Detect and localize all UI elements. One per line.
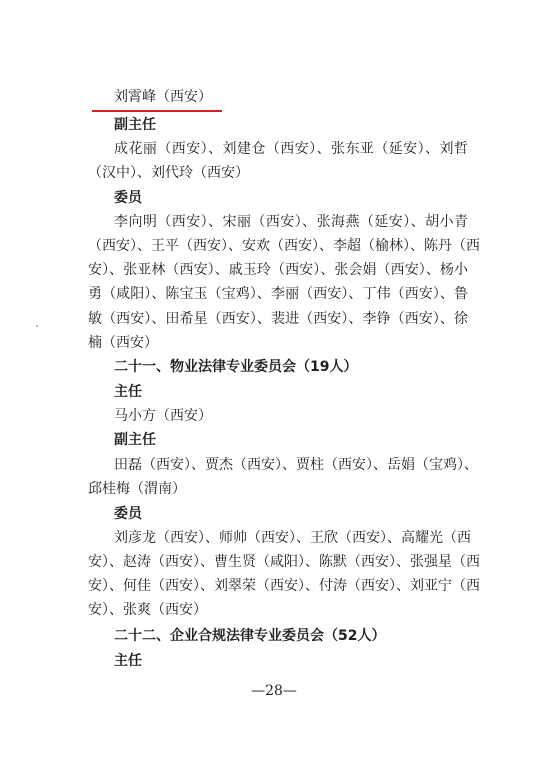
committee-heading-21: 二十一、物业法律专业委员会（19人） [114, 359, 358, 375]
text-line: 安）、何佳（西安）、刘翠荣（西安）、付涛（西安）、刘亚宁（西 [88, 578, 480, 594]
text-line: （西安）、王平（西安）、安欢（西安）、李超（榆林）、陈丹（西 [88, 238, 480, 254]
text-line: 敏（西安）、田希星（西安）、裴进（西安）、李铮（西安）、徐 [88, 311, 468, 327]
red-underline-annotation [92, 110, 222, 112]
text-line: 田磊（西安）、贾杰（西安）、贾柱（西安）、岳娟（宝鸡）、 [114, 457, 478, 473]
committee-heading-22: 二十二、企业合规法律专业委员会（52人） [114, 628, 386, 644]
text-line: 楠（西安） [88, 335, 158, 351]
text-line: 安）、张爽（西安） [88, 602, 207, 618]
text-line: 安）、赵涛（西安）、曹生贤（咸阳）、陈默（西安）、张强星（西 [88, 554, 480, 570]
section-label-members: 委员 [114, 190, 142, 206]
section-label-vice-director: 副主任 [114, 432, 156, 448]
text-line: 成花丽（西安）、刘建仓（西安）、张东亚（延安）、刘哲 [114, 141, 468, 157]
text-line: 李向明（西安）、宋丽（西安）、张海燕（延安）、胡小青 [114, 214, 468, 230]
section-label-members: 委员 [114, 506, 142, 522]
text-line: 安）、张亚林（西安）、戚玉玲（西安）、张会娟（西安）、杨小 [88, 262, 468, 278]
section-label-director: 主任 [114, 653, 142, 669]
speck-mark [36, 325, 38, 327]
text-line: （汉中）、刘代玲（西安） [88, 165, 249, 181]
section-label-director: 主任 [114, 384, 142, 400]
text-line: 马小方（西安） [114, 408, 212, 424]
text-line: 勇（咸阳）、陈宝玉（宝鸡）、李丽（西安）、丁伟（西安）、鲁 [88, 286, 468, 302]
text-line: 刘彦龙（西安）、师帅（西安）、王欣（西安）、高耀光（西 [114, 530, 471, 546]
text-line: 邱桂梅（渭南） [88, 481, 186, 497]
committee-member-name: 刘霄峰（西安） [114, 89, 212, 105]
section-label-vice-director: 副主任 [114, 117, 156, 133]
page-number: —28— [251, 683, 297, 699]
